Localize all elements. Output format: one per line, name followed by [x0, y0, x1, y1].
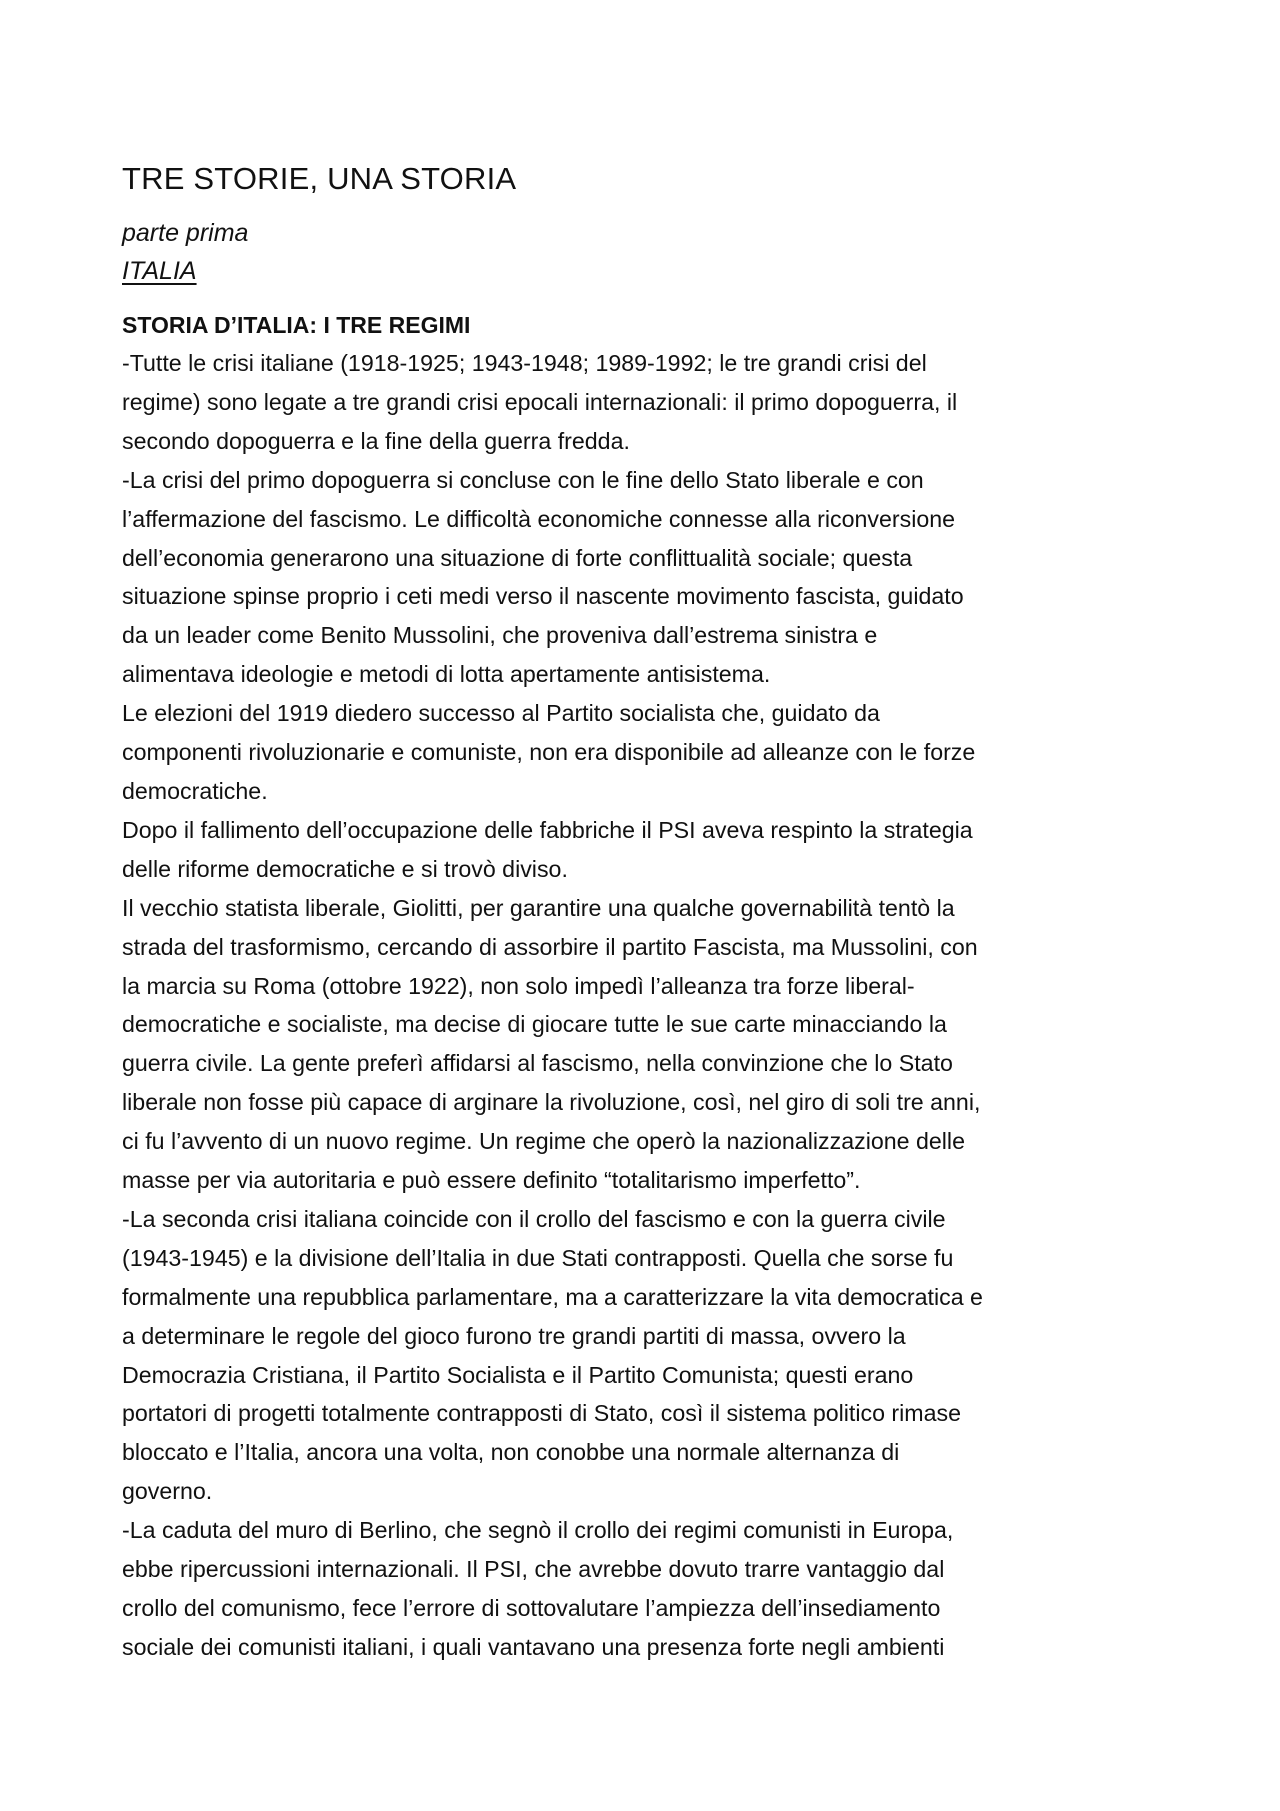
text-line: da un leader come Benito Mussolini, che proveniva dall’estrema sinistra e	[122, 622, 878, 649]
text-line: delle riforme democratiche e si trovò diviso.	[122, 855, 568, 882]
text-line: dell’economia generarono una situazione di forte conflittualità sociale; questa	[122, 544, 913, 571]
text-line: sociale dei comunisti italiani, i quali vantavano una presenza forte negli ambienti	[122, 1633, 945, 1660]
text-line: liberale non fosse più capace di arginare la rivoluzione, così, nel giro di soli tre anni,	[122, 1089, 981, 1116]
text-line: componenti rivoluzionarie e comuniste, non era disponibile ad alleanze con le forze	[122, 739, 976, 766]
text-line: ci fu l’avvento di un nuovo regime. Un regime che operò la nazionalizzazione delle	[122, 1128, 965, 1155]
document-content	[122, 152, 1162, 1667]
text-line: alimentava ideologie e metodi di lotta apertamente antisistema.	[122, 661, 771, 688]
text-line: guerra civile. La gente preferì affidarsi al fascismo, nella convinzione che lo Stato	[122, 1050, 953, 1077]
text-line: Il vecchio statista liberale, Giolitti, per garantire una qualche governabilità tentò la	[122, 894, 955, 921]
text-line: -La caduta del muro di Berlino, che segnò il crollo dei regimi comunisti in Europa,	[122, 1517, 954, 1544]
text-line: Le elezioni del 1919 diedero successo al Partito socialista che, guidato da	[122, 700, 880, 727]
text-line: a determinare le regole del gioco furono tre grandi partiti di massa, ovvero la	[122, 1322, 906, 1349]
text-line: regime) sono legate a tre grandi crisi epocali internazionali: il primo dopoguerra, il	[122, 388, 958, 415]
text-line: la marcia su Roma (ottobre 1922), non solo impedì l’alleanza tra forze liberal-	[122, 972, 915, 999]
text-line: -Tutte le crisi italiane (1918-1925; 1943-1948; 1989-1992; le tre grandi crisi del	[122, 350, 927, 376]
body-text	[122, 344, 1162, 1667]
text-line: governo.	[122, 1478, 213, 1505]
text-line: democratiche e socialiste, ma decise di giocare tutte le sue carte minacciando la	[122, 1011, 947, 1038]
text-line: (1943-1945) e la divisione dell’Italia in due Stati contrapposti. Quella che sorse fu	[122, 1244, 954, 1271]
text-line: -La crisi del primo dopoguerra si concluse con le fine dello Stato liberale e con	[122, 466, 924, 493]
country-heading: ITALIA	[122, 257, 197, 285]
text-line: democratiche.	[122, 777, 268, 804]
text-line: -La seconda crisi italiana coincide con il crollo del fascismo e con la guerra civile	[122, 1205, 946, 1232]
text-line: masse per via autoritaria e può essere definito “totalitarismo imperfetto”.	[122, 1167, 861, 1194]
text-line: crollo del comunismo, fece l’errore di sottovalutare l’ampiezza dell’insediamento	[122, 1595, 941, 1621]
text-line: Dopo il fallimento dell’occupazione delle fabbriche il PSI aveva respinto la strategia	[122, 816, 973, 843]
text-line: situazione spinse proprio i ceti medi verso il nascente movimento fascista, guidato	[122, 583, 964, 610]
part-label: parte prima	[122, 219, 249, 247]
text-line: strada del trasformismo, cercando di assorbire il partito Fascista, ma Mussolini, con	[122, 933, 978, 960]
text-line: Democrazia Cristiana, il Partito Socialista e il Partito Comunista; questi erano	[122, 1361, 914, 1388]
text-line: portatori di progetti totalmente contrapposti di Stato, così il sistema politico rimase	[122, 1400, 962, 1427]
text-line: formalmente una repubblica parlamentare, ma a caratterizzare la vita democratica e	[122, 1283, 983, 1310]
text-line: bloccato e l’Italia, ancora una volta, non conobbe una normale alternanza di	[122, 1439, 900, 1466]
text-line: ebbe ripercussioni internazionali. Il PSI, che avrebbe dovuto trarre vantaggio dal	[122, 1556, 945, 1583]
section-heading: STORIA D’ITALIA: I TRE REGIMI	[122, 312, 471, 338]
document-title: TRE STORIE, UNA STORIA	[122, 161, 517, 196]
text-line: secondo dopoguerra e la fine della guerra fredda.	[122, 427, 630, 454]
text-line: l’affermazione del fascismo. Le difficoltà economiche connesse alla riconversione	[122, 505, 956, 532]
